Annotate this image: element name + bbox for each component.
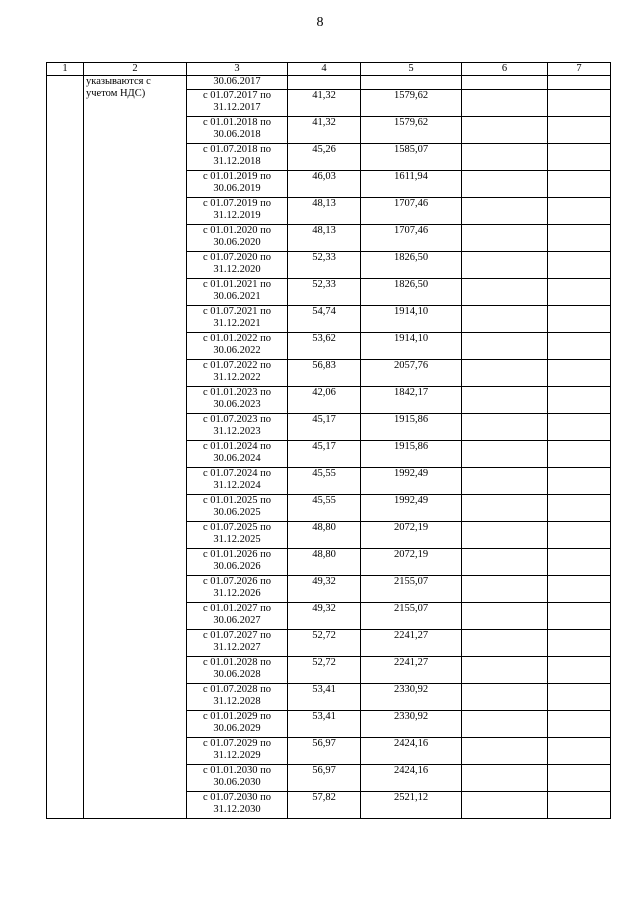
header-cell-1: 1 [47,63,84,76]
cell-value-6 [462,603,548,630]
cell-value-4: 56,97 [288,738,361,765]
cell-value-5: 1992,49 [361,468,462,495]
period-to: 30.06.2019 [213,183,261,194]
cell-value-7 [548,684,611,711]
cell-value-4: 57,82 [288,792,361,819]
cell-value-7 [548,468,611,495]
cell-value-7 [548,414,611,441]
period-to: 31.12.2025 [213,534,261,545]
cell-value-7 [548,387,611,414]
period-to: 31.12.2022 [213,372,261,383]
header-row [47,63,611,76]
cell-value-6 [462,684,548,711]
cell-value-7 [548,90,611,117]
cell-value-6 [462,117,548,144]
cell-period [187,198,288,225]
cell-value-4: 52,72 [288,657,361,684]
period-from: с 01.07.2022 по [202,360,272,371]
cell-value-6 [462,765,548,792]
cell-period [187,306,288,333]
cell-value-4: 48,80 [288,522,361,549]
header-cell-6: 6 [462,63,548,76]
cell-value-4: 52,72 [288,630,361,657]
cell-value-7 [548,576,611,603]
header-cell-7: 7 [548,63,611,76]
period-from: с 01.01.2018 по [202,117,272,128]
cell-value-6 [462,468,548,495]
header-cell-5: 5 [361,63,462,76]
cell-period [187,738,288,765]
period-to: 31.12.2024 [213,480,261,491]
cell-period [187,441,288,468]
cell-value-7 [548,279,611,306]
cell-value-5: 2521,12 [361,792,462,819]
cell-period [187,576,288,603]
cell-value-7 [548,306,611,333]
period-to: 31.12.2028 [213,696,261,707]
cell-value-7 [548,441,611,468]
cell-value-7 [548,603,611,630]
period-to: 31.12.2021 [213,318,261,329]
cell-value-5: 2072,19 [361,522,462,549]
period-from: с 01.07.2027 по [202,630,272,641]
cell-value-4: 45,17 [288,414,361,441]
cell-value-4 [288,76,361,90]
cell-value-6 [462,144,548,171]
cell-value-5: 1611,94 [361,171,462,198]
cell-period [187,117,288,144]
cell-value-4: 46,03 [288,171,361,198]
cell-value-5: 2057,76 [361,360,462,387]
cell-value-5: 2424,16 [361,765,462,792]
period-from: с 01.01.2021 по [202,279,272,290]
cell-value-7 [548,117,611,144]
cell-value-5: 2330,92 [361,684,462,711]
cell-value-7 [548,333,611,360]
period-to: 30.06.2024 [213,453,261,464]
cell-value-7 [548,225,611,252]
cell-description: указываются с учетом НДС) [84,76,187,819]
cell-value-5: 1826,50 [361,279,462,306]
period-to: 30.06.2030 [213,777,261,788]
period-from: с 01.07.2025 по [202,522,272,533]
cell-value-7 [548,495,611,522]
period-to: 30.06.2021 [213,291,261,302]
cell-value-4: 53,41 [288,684,361,711]
period-to: 31.12.2027 [213,642,261,653]
cell-value-6 [462,576,548,603]
cell-value-7 [548,630,611,657]
cell-period [187,171,288,198]
cell-value-4: 48,13 [288,225,361,252]
cell-value-5: 1992,49 [361,495,462,522]
period-from: с 01.07.2030 по [202,792,272,803]
cell-col1-merged [47,76,84,819]
cell-period [187,684,288,711]
cell-value-5: 1915,86 [361,414,462,441]
period-from: с 01.01.2028 по [202,657,272,668]
period-to: 30.06.2029 [213,723,261,734]
cell-value-4: 48,13 [288,198,361,225]
cell-value-5: 2155,07 [361,603,462,630]
period-from: с 01.01.2029 по [202,711,272,722]
period-from: с 01.01.2024 по [202,441,272,452]
period-from: с 01.07.2028 по [202,684,272,695]
period-to: 30.06.2026 [213,561,261,572]
cell-value-5: 1585,07 [361,144,462,171]
cell-value-6 [462,657,548,684]
cell-value-4: 52,33 [288,252,361,279]
cell-value-4: 56,83 [288,360,361,387]
cell-period [187,225,288,252]
cell-value-6 [462,630,548,657]
cell-period [187,333,288,360]
cell-value-7 [548,171,611,198]
period-to: 31.12.2018 [213,156,261,167]
cell-period [187,711,288,738]
cell-value-6 [462,738,548,765]
period-to: 31.12.2026 [213,588,261,599]
cell-period [187,414,288,441]
period-to: 31.12.2030 [213,804,261,815]
cell-value-6 [462,360,548,387]
cell-value-4: 45,55 [288,468,361,495]
cell-value-5: 2072,19 [361,549,462,576]
period-from: с 01.07.2018 по [202,144,272,155]
cell-value-4: 41,32 [288,90,361,117]
cell-value-4: 53,41 [288,711,361,738]
cell-value-6 [462,792,548,819]
cell-value-4: 45,17 [288,441,361,468]
period-from: с 01.07.2029 по [202,738,272,749]
cell-value-5: 1914,10 [361,333,462,360]
period-to: 31.12.2029 [213,750,261,761]
cell-value-4: 54,74 [288,306,361,333]
cell-value-4: 53,62 [288,333,361,360]
period-from: с 01.01.2019 по [202,171,272,182]
cell-value-6 [462,306,548,333]
cell-period [187,279,288,306]
period-to: 30.06.2025 [213,507,261,518]
cell-value-7 [548,76,611,90]
header-cell-2: 2 [84,63,187,76]
cell-value-6 [462,441,548,468]
cell-period [187,630,288,657]
cell-value-6 [462,414,548,441]
cell-value-7 [548,792,611,819]
cell-period: 30.06.2017 [187,76,288,90]
cell-value-7 [548,765,611,792]
cell-value-5: 2241,27 [361,657,462,684]
period-to: 30.06.2022 [213,345,261,356]
period-from: с 01.01.2030 по [202,765,272,776]
cell-value-7 [548,522,611,549]
period-to: 30.06.2027 [213,615,261,626]
cell-value-7 [548,738,611,765]
period-to: 30.06.2018 [213,129,261,140]
period-from: с 01.01.2025 по [202,495,272,506]
cell-value-7 [548,657,611,684]
cell-period [187,387,288,414]
cell-value-5: 2330,92 [361,711,462,738]
cell-value-7 [548,198,611,225]
cell-value-4: 56,97 [288,765,361,792]
cell-value-6 [462,279,548,306]
cell-value-7 [548,711,611,738]
cell-value-4: 45,26 [288,144,361,171]
period-to: 31.12.2019 [213,210,261,221]
cell-value-6 [462,711,548,738]
period-to: 31.12.2023 [213,426,261,437]
cell-value-5: 1915,86 [361,441,462,468]
cell-value-6 [462,522,548,549]
cell-value-4: 45,55 [288,495,361,522]
cell-value-5: 1842,17 [361,387,462,414]
cell-value-4: 41,32 [288,117,361,144]
cell-period [187,549,288,576]
cell-value-6 [462,198,548,225]
cell-value-5: 1707,46 [361,225,462,252]
cell-value-7 [548,144,611,171]
cell-value-5: 1707,46 [361,198,462,225]
cell-value-5: 2424,16 [361,738,462,765]
cell-value-4: 52,33 [288,279,361,306]
cell-value-6 [462,171,548,198]
period-from: с 01.01.2022 по [202,333,272,344]
period-from: с 01.07.2017 по [202,90,272,101]
cell-value-6 [462,495,548,522]
period-from: с 01.07.2021 по [202,306,272,317]
cell-period [187,522,288,549]
cell-value-6 [462,333,548,360]
period-from: с 01.07.2020 по [202,252,272,263]
period-to: 31.12.2017 [213,102,261,113]
cell-value-7 [548,252,611,279]
cell-value-4: 48,80 [288,549,361,576]
cell-value-5: 1579,62 [361,117,462,144]
cell-value-5: 1579,62 [361,90,462,117]
cell-value-5: 2241,27 [361,630,462,657]
cell-value-4: 49,32 [288,576,361,603]
period-to: 30.06.2028 [213,669,261,680]
cell-value-6 [462,225,548,252]
cell-value-7 [548,549,611,576]
period-from: с 01.07.2024 по [202,468,272,479]
cell-period [187,252,288,279]
cell-value-4: 49,32 [288,603,361,630]
cell-value-6 [462,90,548,117]
cell-value-6 [462,76,548,90]
period-from: с 01.01.2023 по [202,387,272,398]
period-to: 30.06.2020 [213,237,261,248]
cell-period [187,657,288,684]
cell-period [187,792,288,819]
header-cell-4: 4 [288,63,361,76]
header-cell-3: 3 [187,63,288,76]
cell-value-5: 2155,07 [361,576,462,603]
cell-period [187,765,288,792]
cell-period [187,495,288,522]
cell-value-6 [462,549,548,576]
cell-period [187,144,288,171]
period-from: с 01.07.2026 по [202,576,272,587]
period-to: 30.06.2023 [213,399,261,410]
cell-value-7 [548,360,611,387]
cell-period [187,90,288,117]
cell-value-4: 42,06 [288,387,361,414]
tariff-table [46,62,611,819]
cell-value-5 [361,76,462,90]
period-from: с 01.01.2020 по [202,225,272,236]
period-from: с 01.01.2026 по [202,549,272,560]
period-to: 31.12.2020 [213,264,261,275]
table-row-continuation [47,76,611,90]
cell-value-6 [462,387,548,414]
period-from: с 01.07.2023 по [202,414,272,425]
cell-value-5: 1826,50 [361,252,462,279]
page-number: 8 [316,15,324,30]
cell-period [187,360,288,387]
cell-period [187,603,288,630]
period-from: с 01.07.2019 по [202,198,272,209]
cell-value-5: 1914,10 [361,306,462,333]
cell-period [187,468,288,495]
cell-value-6 [462,252,548,279]
period-from: с 01.01.2027 по [202,603,272,614]
